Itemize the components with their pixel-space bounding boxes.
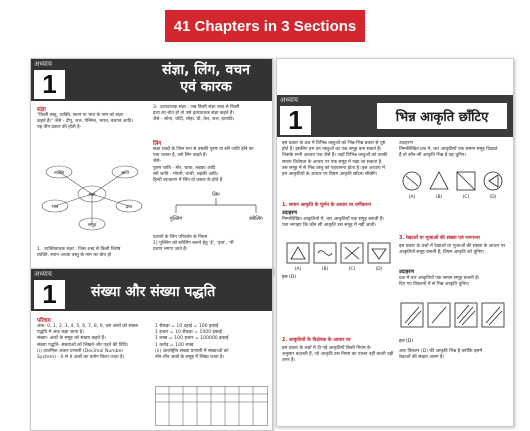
chapter-page-bhinn-aakriti — [276, 58, 514, 427]
explanation-text: अतः विकल्प (D) की आकृति भिन्न है क्योंकि इसमें रेखाओं की संख्या अलग है। — [399, 349, 483, 361]
chapter-title-line1: संज्ञा, लिंग, वचन — [162, 62, 250, 78]
heading-ghurnan: 1. समान आकृति के घूर्णन के आधार पर वर्गीकरण — [282, 203, 371, 208]
ling-text: संज्ञा शब्दों के जिस रूप से उसकी पुरुष या स्त्री जाति होने का पता चलता है, उसे लिंग कहते हैं। जैसे- पुरुष जाति - मोर, चाचा, लड़का आदि स्त्री जाति - मोरनी, चाची, लड़की आदि। हिन्दी व्याकरण में लिंग दो प्रकार के होते हैं — [153, 147, 254, 184]
chapter-title-line2: एवं कारक — [180, 79, 232, 95]
chapter-label: अध्याय — [34, 60, 52, 68]
chapter-header — [31, 269, 272, 311]
mindmap-center: संज्ञा — [88, 193, 96, 198]
vyaktivachak-text: 1. व्यक्तिवाचक संज्ञा : जिस शब्द से किसी विशेष व्यक्ति, स्थान अथवा वस्तु के नाम का बोध हो — [37, 247, 121, 259]
answer-text: हल (D) — [399, 339, 414, 344]
heading-parichay: परिचय — [37, 318, 51, 324]
option-label: (B) — [321, 267, 329, 272]
mindmap-node: समूह — [87, 223, 97, 228]
figure-options-row3 — [399, 301, 509, 335]
mindmap-node: जाति — [120, 171, 130, 176]
rekha-text: इस प्रकार के प्रश्नों में रेखाओं या भुजाओं की संख्या के आधार पर आकृतियाँ समूह बनाती हैं, विषम आकृति को चुनिए। — [399, 244, 506, 256]
right-example-text: उदाहरण निम्नलिखित प्रश्न में, चार आकृतियाँ एक समान समूह दिखाते हैं तो कौन-सी आकृति भिन्न है वह चुनिए। — [399, 141, 498, 159]
chapter-header — [31, 59, 272, 101]
option-label: (C) — [348, 267, 356, 272]
answer-text: हल (D) — [282, 275, 297, 280]
example2-text: इस प्रकार के प्रश्नों में दी गई आकृतियाँ किसी नियम के अनुसार बदलती हैं, जो आकृति उस नियम का पालन नहीं करती वही उत्तर है। — [282, 346, 394, 364]
label-udaharan: उदाहरण — [282, 210, 298, 216]
sankhya-intro: अंक- 0, 1, 2, 3, 4, 5, 6, 7, 8, 9, दस अंकों को संख्या पद्धति में अंक कहा जाता है। संख्या- अंकों के समूह को संख्या कहते हैं। संख्या पद्धति- संख्याओं को लिखने और पढ़ने की विधि। (i) दाशमिक अंकन प्रणाली (Decimal Number System) - 0 से 9 अंकों का प्रयोग किया जाता है। — [37, 324, 139, 361]
chapter-title: संख्या और संख्या पद्धति — [91, 284, 216, 300]
heading-rekha-sankhya: 3. रेखाओं या भुजाओं की संख्या एवं भागान्तर — [399, 236, 481, 241]
banner-title: 41 Chapters in 3 Sections — [173, 17, 357, 35]
tree-root: लिंग — [212, 192, 220, 198]
mindmap-node: व्यक्ति — [53, 171, 65, 176]
option-label: (D) — [375, 267, 383, 272]
chapter-label: अध्याय — [34, 270, 52, 278]
chapter-header — [277, 95, 513, 137]
chapter-number: 1 — [280, 106, 311, 135]
bhinn-intro: इस प्रकार के प्रश्न में विभिन्न वस्तुओं को भिन्न-भिन्न प्रकार से पुष्ट होते हैं। इसलिए हम उन वस्तुओं का एक समूह बना सकते हैं। जिसके सभी अवयव एक जैसे हैं। जहाँ विभिन्न वस्तुओं को उनकी समान विशेषता के आधार पर एक समूह में रखा जा सकता है, उस समूह में से भिन्न वस्तु को पहचानना होता है। इस अध्याय में हम आकृतियों के आधार पर विषम आकृति छाँटना सीखेंगे। — [282, 141, 388, 178]
figure-options-row1 — [285, 241, 395, 273]
option-label: (A) — [408, 195, 416, 200]
chapter-title-box — [377, 103, 507, 129]
tree-right: स्त्रीलिंग — [249, 216, 263, 222]
chapter-page-sangya — [30, 58, 273, 274]
chapter-page-sankhya — [30, 268, 273, 431]
heading-sangya: संज्ञा — [37, 107, 46, 113]
mindmap-node: द्रव्य — [125, 205, 133, 210]
heading-ling: लिंग — [153, 141, 162, 147]
ling-niyam-text: प्रत्ययों के लिंग परिवर्तन के नियम 1) पुल्लिंग को स्त्रीलिंग बनाने हेतु 'ई', 'इया', 'नी' प्रत्यय लगाए जाते हैं। — [153, 235, 235, 253]
dravyavachak-text: 3. द्रव्यवाचक संज्ञा : जब किसी संज्ञा शब्द से किसी द्रव्य का बोध हो तो उसे द्रव्यवाचक संज्ञा कहते हैं। जैसे - सोना, चाँदी, लोहा, घी, तेल, जल, इत्यादि। — [153, 105, 240, 123]
chapter-number: 1 — [34, 280, 65, 309]
example1-text: निम्नलिखित आकृतियों में, चार आकृतियाँ एक समूह बनाती हैं। पता लगाइए कि कौन सी आकृति उस समूह में नहीं आती। — [282, 217, 385, 229]
chapter-number: 1 — [34, 70, 65, 99]
sangya-mindmap-diagram — [37, 154, 147, 234]
option-label: (B) — [435, 195, 443, 200]
sangya-definition: "किसी वस्तु, व्यक्ति, स्थान या भाव के नाम को संज्ञा कहते हैं।" जैसे - दीपू, जल, पेन्सिल, भारत, बचपन आदि। यह तीन प्रकार की होती है- — [37, 113, 133, 131]
heading-vikshepak: 2. आकृतियों के विक्षेपक के आधार पर — [282, 338, 351, 343]
option-label: (D) — [489, 195, 497, 200]
mindmap-node: भाव — [51, 205, 59, 210]
chapter-title: भिन्न आकृति छाँटिए — [395, 110, 489, 125]
place-value-table — [155, 386, 268, 426]
chapter-title — [151, 62, 261, 96]
option-label: (C) — [462, 195, 470, 200]
chapter-label: अध्याय — [280, 96, 298, 104]
example3-text: प्रश्न में चार आकृतियाँ एक समान समूह बनाती हैं। दिए गए विकल्पों में से भिन्न आकृति चुनिए। — [399, 276, 480, 288]
sankhya-table-text: 1 सैकड़ा = 10 दहाई = 100 इकाई 1 हजार = 10 सैकड़ा = 1000 इकाई 1 लाख = 100 हजार = 100000 इकाई 1 करोड़ = 100 लाख (ii) अंतर्राष्ट्रीय संख्या प्रणाली में संख्याओं को तीन-तीन अंकों के समूह में लिखा जाता है। — [155, 324, 229, 361]
chapters-banner — [165, 10, 365, 42]
figure-options-row2 — [399, 169, 509, 201]
label-udaharan: उदाहरण — [399, 269, 415, 275]
tree-left: पुल्लिंग — [169, 216, 183, 222]
ling-tree-diagram — [161, 189, 271, 229]
option-label: (A) — [294, 267, 302, 272]
